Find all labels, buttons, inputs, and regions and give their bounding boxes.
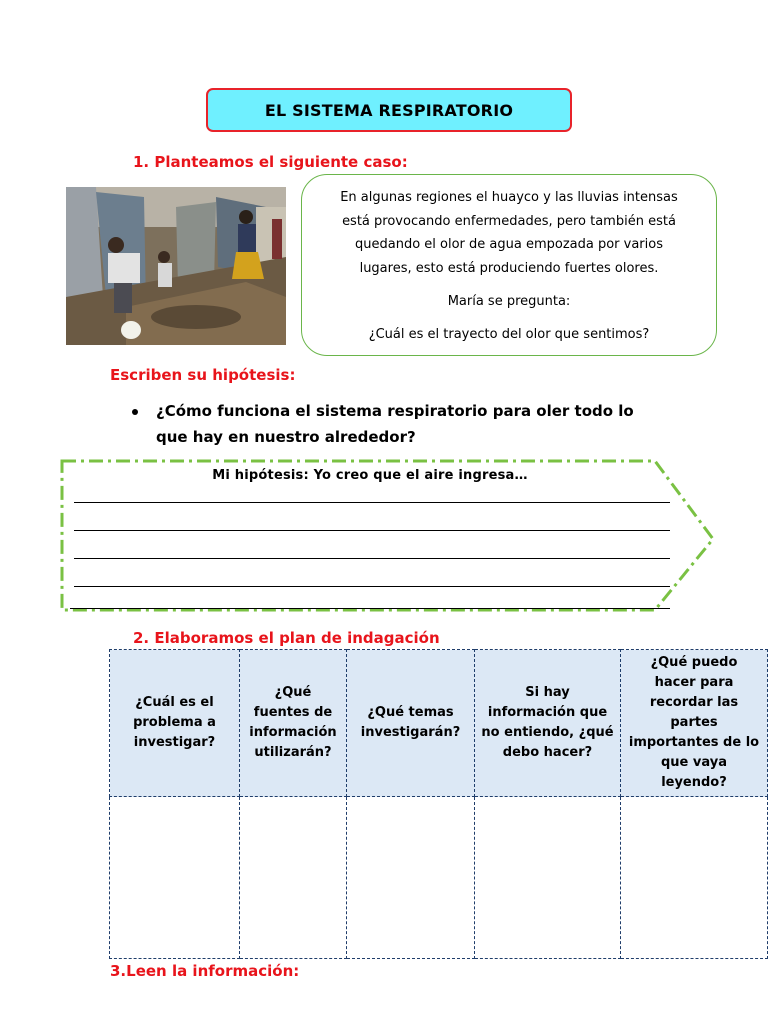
hypothesis-question [132,398,692,450]
header-remember: ¿Qué puedo hacer para recordar las partes importantes de lo que vaya leyendo? [621,650,768,797]
hypothesis-question-line-1: ¿Cómo funciona el sistema respiratorio para oler todo lo [156,402,634,420]
section-3-heading: 3.Leen la información: [110,962,300,980]
answer-cell-topics[interactable] [347,797,475,959]
section-2-text: Elaboramos el plan de indagación [154,629,440,647]
header-problem: ¿Cuál es el problema a investigar? [110,650,240,797]
case-line-2: está provocando enfermedades, pero también está [342,213,676,229]
writing-line [70,608,670,609]
hypothesis-prompt: Mi hipótesis: Yo creo que el aire ingresa… [212,468,528,483]
header-sources: ¿Qué fuentes de información utilizarán? [240,650,347,797]
answer-cell-sources[interactable] [240,797,347,959]
section-1-number: 1. [133,153,150,171]
document-title: EL SISTEMA RESPIRATORIO [206,88,572,132]
maria-line: María se pregunta: [447,294,571,309]
answer-cell-remember[interactable] [621,797,768,959]
writing-line [74,558,670,559]
flood-photo [66,187,286,345]
case-text-box [301,174,717,356]
writing-line [74,502,670,503]
inquiry-plan-table [109,649,768,959]
section-1-heading [133,153,408,171]
case-question: ¿Cuál es el trayecto del olor que sentimos? [368,326,650,342]
bullet-icon [132,409,138,415]
section-2-heading [133,629,440,647]
table-header-row [110,650,768,797]
hypothesis-question-line-2: que hay en nuestro alrededor? [156,428,416,446]
section-1-text: Planteamos el siguiente caso: [154,153,408,171]
answer-cell-unclear-info[interactable] [475,797,621,959]
answer-cell-problem[interactable] [110,797,240,959]
hypothesis-heading: Escriben su hipótesis: [110,366,296,384]
header-unclear-info: Si hay información que no entiendo, ¿qué debo hacer? [475,650,621,797]
table-row [110,797,768,959]
writing-line [74,586,670,587]
section-2-number: 2. [133,629,150,647]
case-line-3: quedando el olor de agua empozada por varios [355,237,663,252]
flood-scene-image [66,187,286,345]
header-topics: ¿Qué temas investigarán? [347,650,475,797]
hypothesis-box [0,455,768,620]
case-line-4: lugares, esto está produciendo fuertes olores. [359,260,659,276]
case-line-1: En algunas regiones el huayco y las lluvias intensas [340,190,678,205]
writing-line [74,530,670,531]
